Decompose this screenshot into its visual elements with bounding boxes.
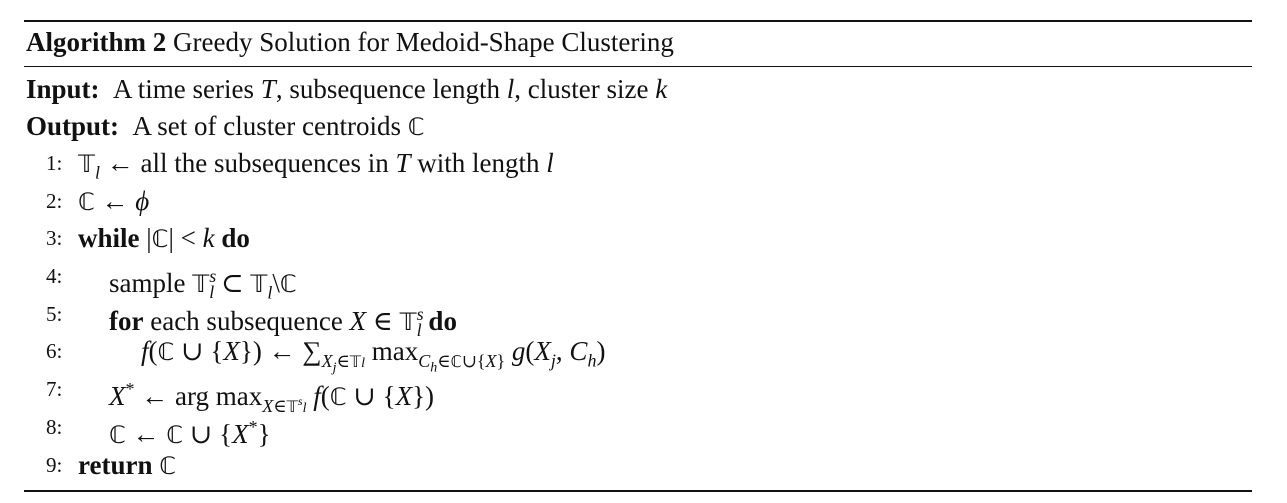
input-line bbox=[24, 71, 1252, 108]
line-code: for each subsequence X ∈ 𝕋$^s_l$ do bbox=[109, 303, 457, 341]
line-number: 8: bbox=[46, 414, 63, 439]
algo-line-9 bbox=[24, 447, 1252, 485]
line-code: f(ℂ ∪ {X}) ← $\sum_{X_j\in 𝕋l}$ $\max_{C_h\in ℂ\cup\{X\}} g(X_j$, $C_h$) bbox=[141, 336, 606, 376]
line-number: 5: bbox=[46, 301, 63, 326]
line-number: 1: bbox=[46, 151, 63, 175]
algo-line-8 bbox=[24, 409, 1252, 447]
algo-line-4 bbox=[24, 258, 1252, 303]
algorithm-title: Greedy Solution for Medoid-Shape Clustering bbox=[172, 27, 674, 57]
input-text: A time series T, subsequence length l, cluster size k bbox=[106, 74, 668, 104]
bottom-rule bbox=[24, 490, 1252, 492]
line-number: 3: bbox=[46, 226, 63, 251]
line-code: sample 𝕋$^s_l$ ⊂ 𝕋$_l$\ℂ bbox=[109, 266, 297, 303]
line-number: 2: bbox=[46, 188, 63, 213]
line-code: ℂ ← ℂ ∪ {X*} bbox=[109, 416, 271, 449]
algo-line-6 bbox=[24, 333, 1252, 376]
algorithm-block bbox=[24, 20, 1252, 492]
algo-line-2 bbox=[24, 183, 1252, 221]
algo-line-1 bbox=[24, 145, 1252, 183]
line-code: X* ← arg $\max_{X\in 𝕋^sl}$ f(ℂ ∪ {X}) bbox=[109, 379, 435, 416]
line-code: return ℂ bbox=[78, 449, 177, 480]
output-text: A set of cluster centroids ℂ bbox=[125, 111, 425, 141]
algorithm-caption bbox=[24, 22, 1252, 66]
line-number: 4: bbox=[46, 264, 63, 289]
algorithm-body bbox=[24, 67, 1252, 484]
output-label: Output: bbox=[26, 111, 120, 141]
algo-line-5 bbox=[24, 296, 1252, 341]
line-number: 9: bbox=[46, 452, 63, 477]
line-number: 6: bbox=[46, 339, 63, 364]
algorithm-label: Algorithm 2 bbox=[26, 27, 167, 57]
output-line bbox=[24, 108, 1252, 145]
line-code: ℂ ← ϕ bbox=[78, 185, 150, 216]
algo-line-7 bbox=[24, 371, 1252, 416]
algo-line-3 bbox=[24, 220, 1252, 258]
line-code: 𝕋$_l$ ← all the subsequences in T with length l bbox=[78, 148, 554, 183]
input-label: Input: bbox=[26, 74, 100, 104]
line-number: 7: bbox=[46, 377, 63, 402]
line-code: while |ℂ| < k do bbox=[78, 223, 250, 254]
